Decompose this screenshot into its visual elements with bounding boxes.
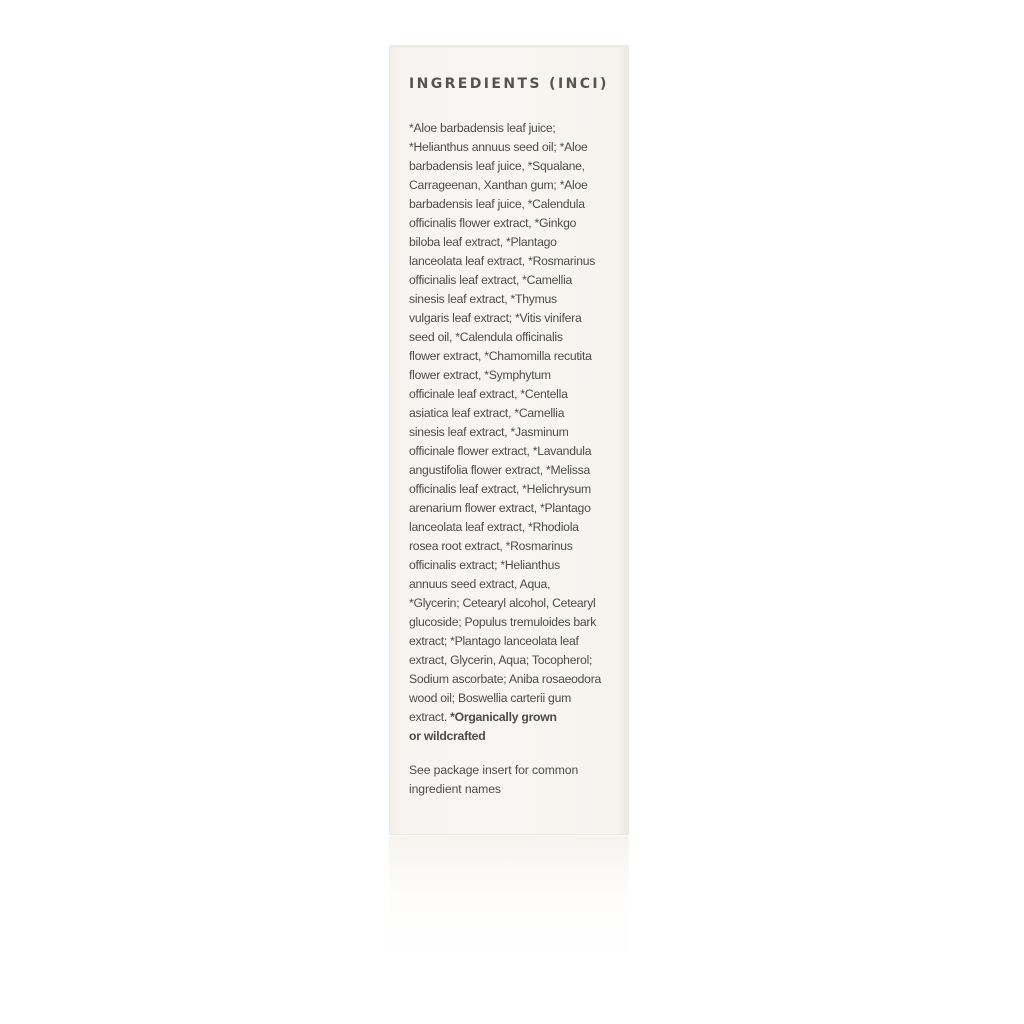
ingredient-line: officinale leaf extract, *Centella [409, 387, 568, 401]
ingredient-line: arenarium flower extract, *Plantago [409, 501, 591, 515]
note-line: ingredient names [409, 782, 501, 796]
ingredient-line: seed oil, *Calendula officinalis [409, 330, 563, 344]
ingredient-line: barbadensis leaf juice, *Calendula [409, 197, 585, 211]
ingredient-line: extract, Glycerin, Aqua; Tocopherol; [409, 653, 593, 667]
ingredient-line: vulgaris leaf extract; *Vitis vinifera [409, 311, 582, 325]
ingredient-line: glucoside; Populus tremuloides bark [409, 615, 597, 629]
ingredient-line: flower extract, *Chamomilla recutita [409, 349, 592, 363]
ingredient-line: biloba leaf extract, *Plantago [409, 235, 557, 249]
package-insert-note [409, 761, 625, 799]
ingredient-line: lanceolata leaf extract, *Rhodiola [409, 520, 579, 534]
ingredient-line: sinesis leaf extract, *Thymus [409, 292, 557, 306]
ingredient-line-plain: extract. [409, 710, 451, 724]
ingredients-heading: INGREDIENTS (INCI) [409, 76, 609, 92]
ingredient-line: officinale flower extract, *Lavandula [409, 444, 592, 458]
ingredient-line: flower extract, *Symphytum [409, 368, 551, 382]
ingredient-line: lanceolata leaf extract, *Rosmarinus [409, 254, 596, 268]
ingredient-line: officinalis flower extract, *Ginkgo [409, 216, 577, 230]
ingredient-line: asiatica leaf extract, *Camellia [409, 406, 565, 420]
box-reflection [389, 836, 629, 966]
ingredient-line: officinalis leaf extract, *Camellia [409, 273, 573, 287]
ingredients-panel [389, 45, 629, 835]
ingredient-line: officinalis leaf extract, *Helichrysum [409, 482, 591, 496]
ingredient-line: annuus seed extract, Aqua, [409, 577, 551, 591]
ingredient-line: *Helianthus annuus seed oil; *Aloe [409, 140, 588, 154]
ingredient-line: extract; *Plantago lanceolata leaf [409, 634, 579, 648]
ingredient-line: Sodium ascorbate; Aniba rosaeodora [409, 672, 602, 686]
box-top-edge [389, 45, 629, 48]
ingredient-line: Carrageenan, Xanthan gum; *Aloe [409, 178, 588, 192]
ingredients-list [409, 119, 625, 746]
ingredient-line-last [409, 708, 625, 727]
organic-note-bold: *Organically grown [450, 710, 557, 724]
ingredient-line: angustifolia flower extract, *Melissa [409, 463, 591, 477]
ingredient-line: sinesis leaf extract, *Jasminum [409, 425, 569, 439]
ingredient-line: *Glycerin; Cetearyl alcohol, Cetearyl [409, 596, 596, 610]
organic-note-bold-cont: or wildcrafted [409, 729, 486, 743]
ingredient-line: barbadensis leaf juice, *Squalane, [409, 159, 585, 173]
ingredient-line: wood oil; Boswellia carterii gum [409, 691, 572, 705]
ingredient-line: *Aloe barbadensis leaf juice; [409, 121, 556, 135]
ingredient-line: rosea root extract, *Rosmarinus [409, 539, 573, 553]
ingredient-line: officinalis extract; *Helianthus [409, 558, 560, 572]
note-line: See package insert for common [409, 763, 579, 777]
